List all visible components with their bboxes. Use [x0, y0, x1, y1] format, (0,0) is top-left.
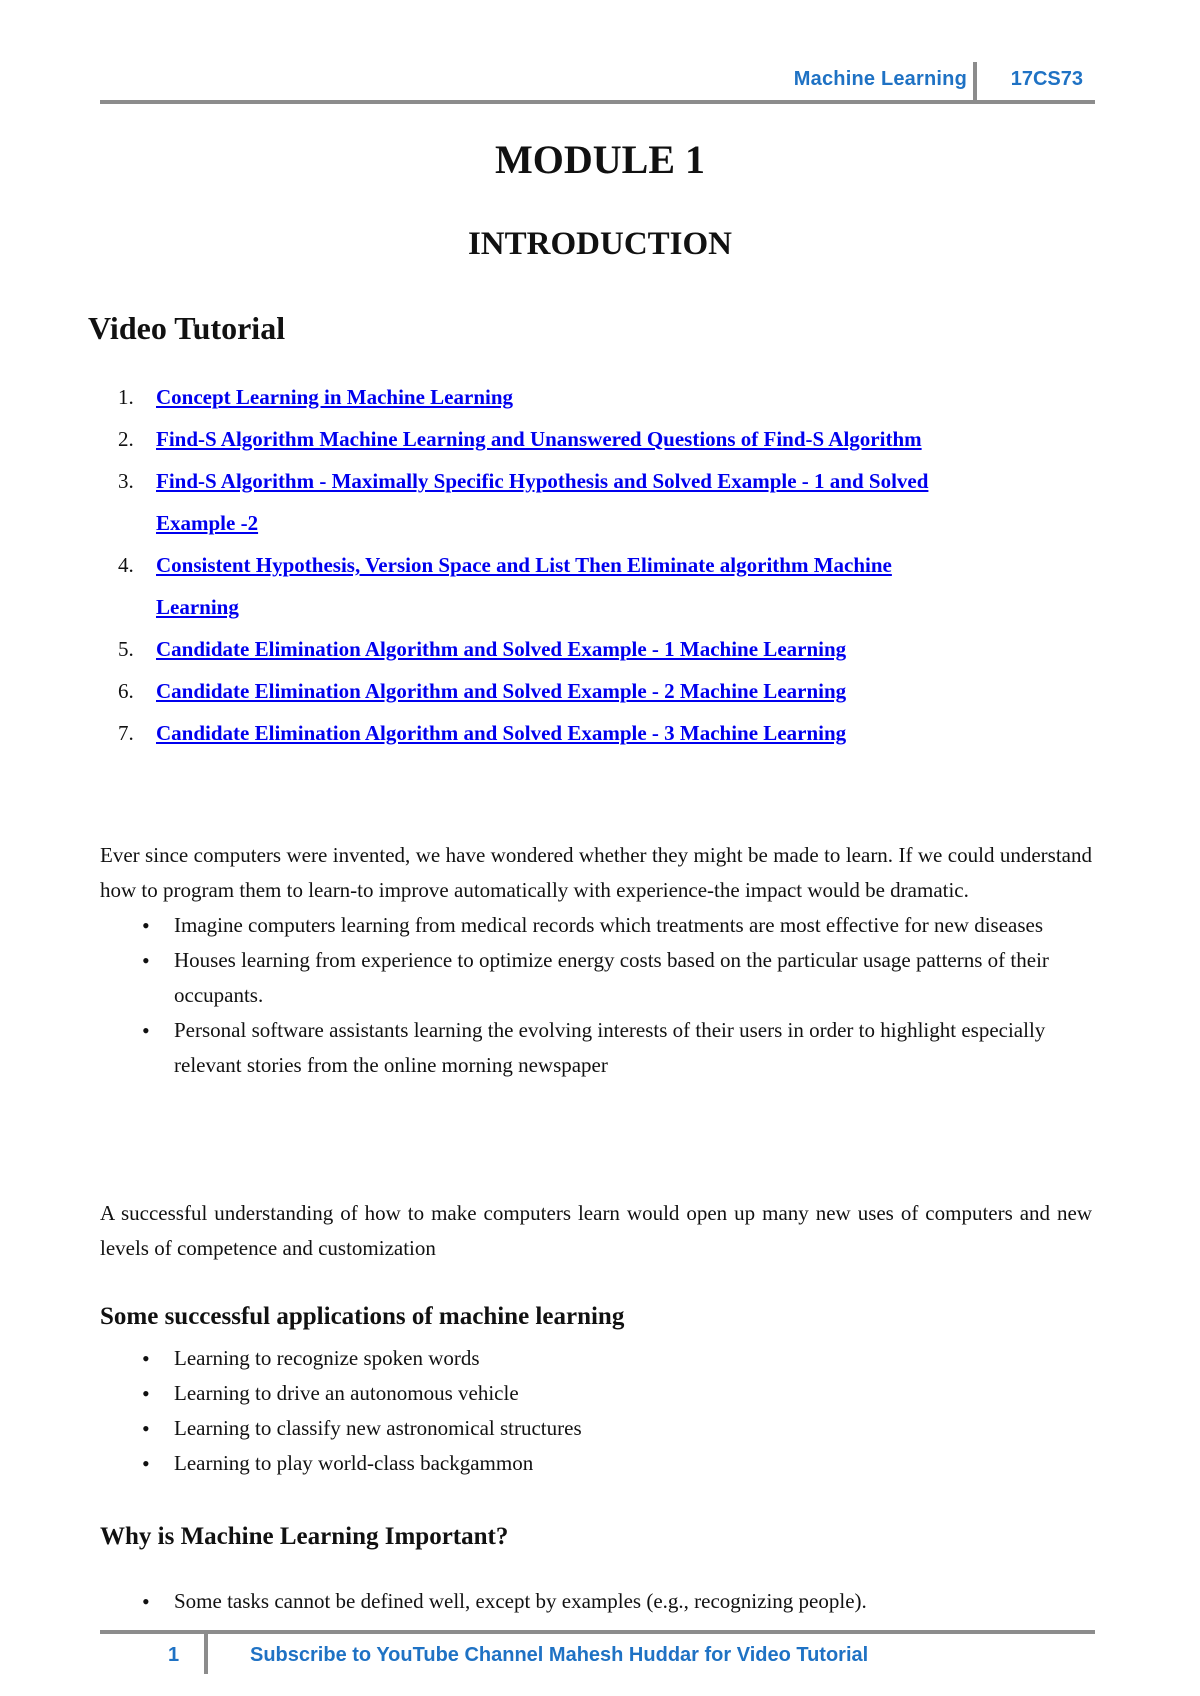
video-link-2[interactable]: Find-S Algorithm Machine Learning and Unanswered Questions of Find-S Algorithm: [156, 427, 922, 451]
list-item: [100, 544, 1080, 628]
module-title: MODULE 1: [495, 137, 705, 182]
list-item: [100, 908, 1092, 943]
page-footer: [100, 1630, 1095, 1674]
video-link-3-line-1: Find-S Algorithm - Maximally Specific Hypothesis and Solved Example - 1 and Solved: [156, 469, 929, 493]
video-link-4[interactable]: [156, 553, 892, 619]
video-link-4-line-2: Learning: [156, 595, 239, 619]
bullet-text: Imagine computers learning from medical records which treatments are most effective for new diseases: [174, 913, 1044, 937]
list-item: [100, 418, 1080, 460]
list-item: [100, 670, 1080, 712]
page-number: 1: [168, 1644, 180, 1666]
bullet-text: Some tasks cannot be defined well, except by examples (e.g., recognizing people).: [174, 1589, 867, 1613]
header-separator: [973, 62, 977, 104]
applications-bullet-list: [100, 1341, 1092, 1481]
bullet-text: Learning to drive an autonomous vehicle: [174, 1381, 519, 1405]
video-tutorial-heading: Video Tutorial: [88, 310, 286, 346]
list-item: [100, 460, 1080, 544]
video-link-3-line-2: Example -2: [156, 511, 259, 535]
list-item: [100, 1013, 1092, 1083]
video-link-7[interactable]: Candidate Elimination Algorithm and Solved Example - 3 Machine Learning: [156, 721, 847, 745]
bullet-text: Learning to play world-class backgammon: [174, 1451, 534, 1475]
video-tutorial-list: [100, 376, 1080, 754]
video-link-6[interactable]: Candidate Elimination Algorithm and Solved Example - 2 Machine Learning: [156, 679, 847, 703]
outcome-paragraph: A successful understanding of how to make computers learn would open up many new uses of computers and new levels of competence and customization: [100, 1201, 1092, 1260]
header-course-code: 17CS73: [1010, 68, 1083, 90]
header-rule: [100, 100, 1095, 104]
list-number: 5.: [118, 637, 134, 661]
bullet-text: Houses learning from experience to optimize energy costs based on the particular usage patterns of their occupants.: [174, 948, 1049, 1007]
bullet-icon: •: [142, 913, 150, 938]
intro-section: [100, 838, 1092, 1083]
bullet-icon: •: [142, 1416, 150, 1441]
list-item: [100, 1341, 1092, 1376]
list-number: 2.: [118, 427, 134, 451]
bullet-icon: •: [142, 1451, 150, 1476]
list-item: [100, 943, 1092, 1013]
list-item: [100, 628, 1080, 670]
video-link-5[interactable]: Candidate Elimination Algorithm and Solved Example - 1 Machine Learning: [156, 637, 847, 661]
list-number: 4.: [118, 553, 134, 577]
video-link-1[interactable]: Concept Learning in Machine Learning: [156, 385, 514, 409]
chapter-title: INTRODUCTION: [467, 226, 733, 262]
bullet-icon: •: [142, 1346, 150, 1371]
outcome-section: [100, 1196, 1092, 1266]
page-header: [100, 62, 1095, 104]
video-link-4-line-1: Consistent Hypothesis, Version Space and List Then Eliminate algorithm Machine: [156, 553, 892, 577]
header-subject: Machine Learning: [793, 68, 967, 90]
list-number: 6.: [118, 679, 134, 703]
intro-bullet-list: [100, 908, 1092, 1083]
list-number: 3.: [118, 469, 134, 493]
intro-paragraph: Ever since computers were invented, we have wondered whether they might be made to learn. If we could understand how to program them to learn-to improve automatically with experience-the impact would be dramatic.: [100, 843, 1092, 902]
footer-subscribe-text: Subscribe to YouTube Channel Mahesh Huddar for Video Tutorial: [250, 1644, 869, 1666]
list-number: 7.: [118, 721, 134, 745]
applications-heading: Some successful applications of machine learning: [100, 1303, 625, 1330]
list-item: [100, 376, 1080, 418]
bullet-icon: •: [142, 1589, 150, 1614]
importance-heading: Why is Machine Learning Important?: [100, 1523, 509, 1550]
bullet-icon: •: [142, 1381, 150, 1406]
list-item: [100, 1446, 1092, 1481]
bullet-text: Personal software assistants learning the evolving interests of their users in order to highlight especially relevant stories from the online morning newspaper: [174, 1018, 1046, 1077]
footer-rule: [100, 1630, 1095, 1634]
list-item: [100, 712, 1080, 754]
video-link-3[interactable]: [156, 469, 928, 535]
bullet-icon: •: [142, 948, 150, 973]
bullet-text: Learning to classify new astronomical structures: [174, 1416, 582, 1440]
list-item: [100, 1411, 1092, 1446]
importance-section: [100, 1584, 1092, 1619]
bullet-icon: •: [142, 1018, 150, 1043]
applications-section: [100, 1341, 1092, 1481]
list-item: [100, 1584, 1092, 1619]
bullet-text: Learning to recognize spoken words: [174, 1346, 480, 1370]
footer-separator: [204, 1630, 208, 1674]
importance-bullet-list: [100, 1584, 1092, 1619]
list-item: [100, 1376, 1092, 1411]
list-number: 1.: [118, 385, 134, 409]
